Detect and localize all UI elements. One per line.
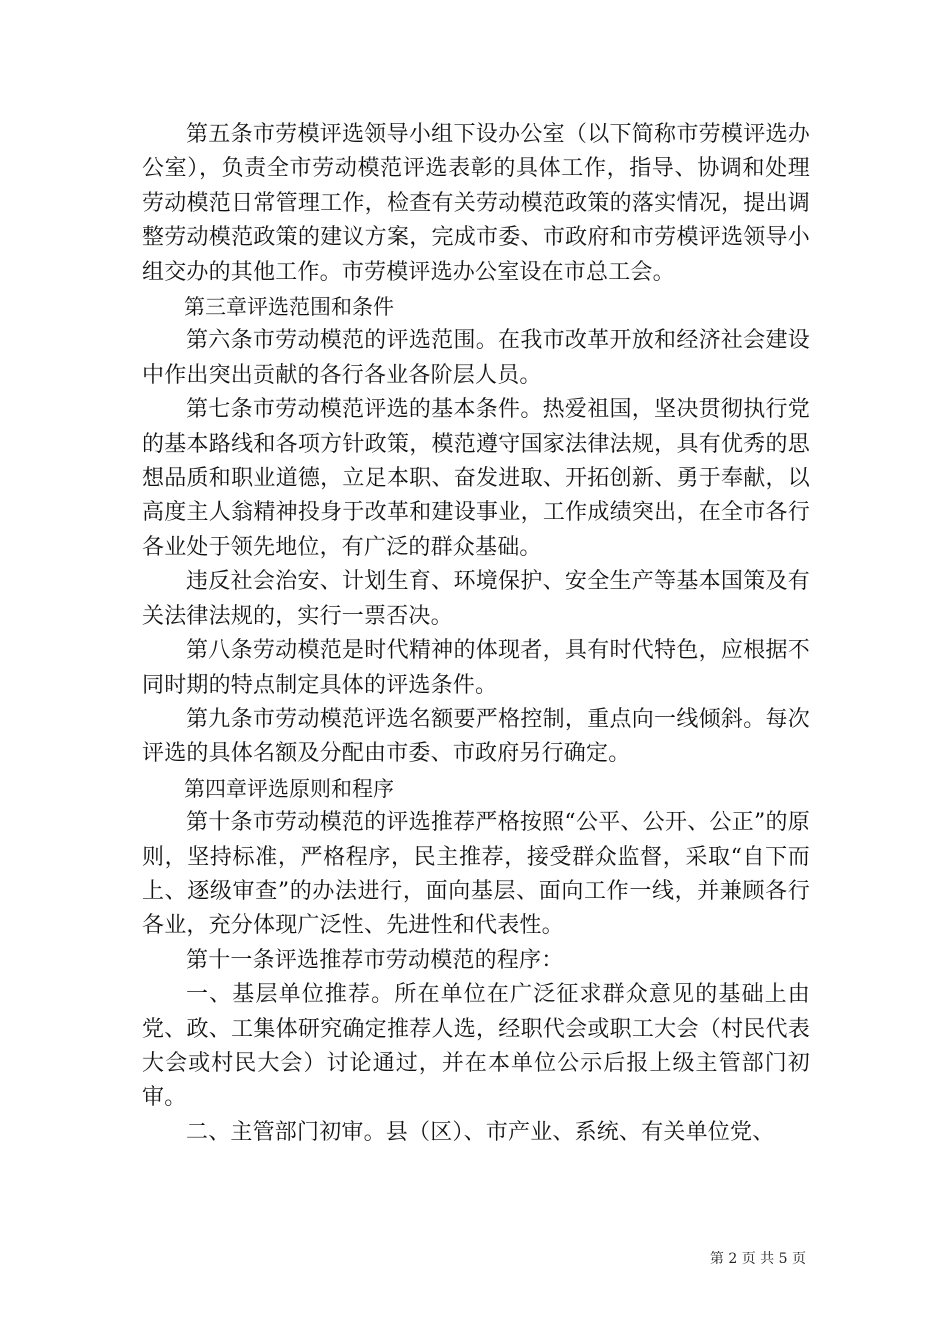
article-9-paragraph: 第九条市劳动模范评选名额要严格控制，重点向一线倾斜。每次评选的具体名额及分配由市委、市政府另行确定。 <box>142 706 810 767</box>
document-body <box>142 118 810 1150</box>
article-8-paragraph: 第八条劳动模范是时代精神的体现者，具有时代特色，应根据不同时期的特点制定具体的评选条件。 <box>142 638 810 698</box>
page-number: 第 2 页 共 5 页 <box>709 1251 806 1267</box>
chapter-4-heading: 第四章评选原则和程序 <box>184 776 394 801</box>
article-6-paragraph: 第六条市劳动模范的评选范围。在我市改革开放和经济社会建设中作出突出贡献的各行各业各阶层人员。 <box>142 328 810 388</box>
article-5-paragraph: 第五条市劳模评选领导小组下设办公室（以下简称市劳模评选办公室），负责全市劳动模范评选表彰的具体工作，指导、协调和处理劳动模范日常管理工作，检查有关劳动模范政策的落实情况，提出调整劳动模范政策的建议方案，完成市委、市政府和市劳模评选领导小组交办的其他工作。市劳模评选办公室设在市总工会。 <box>142 122 810 285</box>
veto-paragraph: 违反社会治安、计划生育、环境保护、安全生产等基本国策及有关法律法规的，实行一票否决。 <box>142 569 810 629</box>
article-10-paragraph: 第十条市劳动模范的评选推荐严格按照“公平、公开、公正”的原则，坚持标准，严格程序，民主推荐，接受群众监督，采取“自下而上、逐级审查”的办法进行，面向基层、面向工作一线，并兼顾各行各业，充分体现广泛性、先进性和代表性。 <box>142 810 810 939</box>
chapter-3-heading: 第三章评选范围和条件 <box>184 295 394 320</box>
article-11-paragraph: 第十一条评选推荐市劳动模范的程序： <box>186 947 564 973</box>
procedure-step-2-paragraph: 二、主管部门初审。县（区）、市产业、系统、有关单位党、 <box>186 1119 775 1145</box>
article-7-paragraph: 第七条市劳动模范评选的基本条件。热爱祖国，坚决贯彻执行党的基本路线和各项方针政策，模范遵守国家法律法规，具有优秀的思想品质和职业道德，立足本职、奋发进取、开拓创新、勇于奉献，以高度主人翁精神投身于改革和建设事业，工作成绩突出，在全市各行各业处于领先地位，有广泛的群众基础。 <box>142 397 810 560</box>
procedure-step-1-paragraph: 一、基层单位推荐。所在单位在广泛征求群众意见的基础上由党、政、工集体研究确定推荐人选，经职代会或职工大会（村民代表大会或村民大会）讨论通过，并在本单位公示后报上级主管部门初审。 <box>142 982 810 1111</box>
